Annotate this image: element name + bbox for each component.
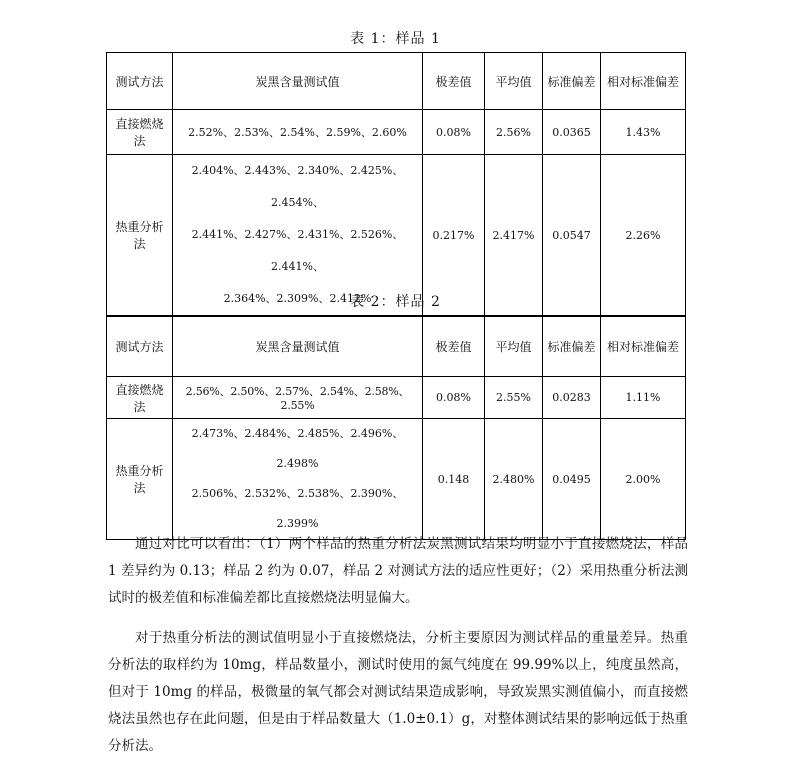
range-cell: 0.217%: [423, 155, 485, 316]
mean-cell: 2.480%: [485, 419, 543, 540]
range-cell: 0.08%: [423, 110, 485, 155]
mean-cell: 2.417%: [485, 155, 543, 316]
header-mean: 平均值: [485, 317, 543, 377]
header-values: 炭黑含量测试值: [173, 53, 423, 110]
values-line: 2.473%、2.484%、2.485%、2.496%、2.498%: [191, 427, 404, 470]
rsd-cell: 1.11%: [601, 377, 686, 419]
table1-caption: 表 1：样品 1: [350, 31, 441, 47]
values-line: 2.56%、2.50%、2.57%、2.54%、2.58%、2.55%: [185, 385, 410, 412]
header-range: 极差值: [423, 53, 485, 110]
method-cell: 热重分析法: [107, 155, 173, 316]
header-method: 测试方法: [107, 317, 173, 377]
header-method: 测试方法: [107, 53, 173, 110]
table-row: [107, 419, 686, 540]
header-mean: 平均值: [485, 53, 543, 110]
values-cell: [173, 110, 423, 155]
table1: [106, 52, 686, 316]
values-line: 2.364%、2.309%、2.412%: [223, 292, 372, 305]
header-range: 极差值: [423, 317, 485, 377]
table-row: [107, 110, 686, 155]
std-cell: 0.0283: [543, 377, 601, 419]
header-rsd: 相对标准偏差: [601, 317, 686, 377]
std-cell: 0.0547: [543, 155, 601, 316]
paragraph-text: 通过对比可以看出：（1）两个样品的热重分析法炭黑测试结果均明显小于直接燃烧法，样品 1 差异约为 0.13；样品 2 约为 0.07，样品 2 对测试方法的适应性更好；（2）采用热重分析法测试时的极差值和标准偏差都比直接燃烧法明显偏大。: [108, 536, 688, 606]
rsd-cell: 2.00%: [601, 419, 686, 540]
method-cell: 热重分析法: [107, 419, 173, 540]
mean-cell: 2.56%: [485, 110, 543, 155]
values-line: 2.404%、2.443%、2.340%、2.425%、2.454%、: [191, 164, 404, 209]
mean-cell: 2.55%: [485, 377, 543, 419]
range-cell: 0.08%: [423, 377, 485, 419]
values-line: 2.506%、2.532%、2.538%、2.390%、2.399%: [191, 487, 404, 530]
method-cell: 直接燃烧法: [107, 110, 173, 155]
method-cell: 直接燃烧法: [107, 377, 173, 419]
table1-header-row: [107, 53, 686, 110]
header-values: 炭黑含量测试值: [173, 317, 423, 377]
rsd-cell: 1.43%: [601, 110, 686, 155]
std-cell: 0.0495: [543, 419, 601, 540]
range-cell: 0.148: [423, 419, 485, 540]
header-std: 标准偏差: [543, 53, 601, 110]
values-cell: [173, 419, 423, 540]
table2-header-row: [107, 317, 686, 377]
rsd-cell: 2.26%: [601, 155, 686, 316]
paragraph-analysis: [108, 625, 688, 760]
header-std: 标准偏差: [543, 317, 601, 377]
table-row: [107, 377, 686, 419]
values-line: 2.52%、2.53%、2.54%、2.59%、2.60%: [188, 126, 407, 139]
header-rsd: 相对标准偏差: [601, 53, 686, 110]
values-cell: [173, 377, 423, 419]
values-line: 2.441%、2.427%、2.431%、2.526%、2.441%、: [191, 228, 404, 273]
paragraph-text: 对于热重分析法的测试值明显小于直接燃烧法，分析主要原因为测试样品的重量差异。热重分析法的取样约为 10mg，样品数量小，测试时使用的氮气纯度在 99.99%以上，纯度虽然高，但对于 10mg 的样品，极微量的氧气都会对测试结果造成影响，导致炭黑实测值偏小，而直接燃烧法虽然也存在此问题，但是由于样品数量大（1.0±0.1）g，对整体测试结果的影响远低于热重分析法。: [108, 630, 688, 754]
paragraph-comparison: [108, 531, 688, 612]
table2: [106, 316, 686, 540]
table2-caption: 表 2：样品 2: [350, 294, 441, 310]
std-cell: 0.0365: [543, 110, 601, 155]
